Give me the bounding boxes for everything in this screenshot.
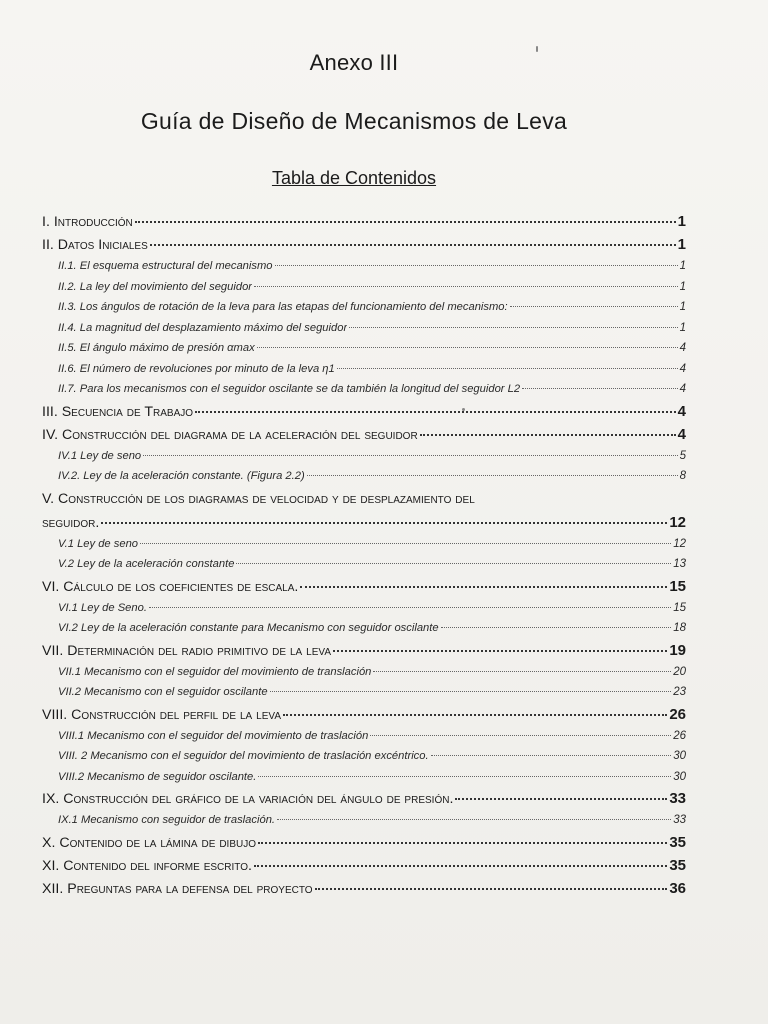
toc-entry [42,810,686,831]
toc-entry-page: 1 [679,321,686,334]
toc-entry [42,318,686,339]
toc-entry [42,534,686,555]
dot-leader [150,244,676,246]
toc-entry [42,598,686,619]
toc-entry-page: 15 [669,577,686,595]
toc-entry-title: III. Secuencia de Trabajo [42,403,194,420]
toc-entry-page: 35 [669,856,686,874]
dot-leader [315,888,668,890]
toc-entry [42,662,686,683]
toc-entry-page: 1 [677,236,686,253]
toc-entry-title: II. Datos Iniciales [42,237,148,253]
toc-entry-page: 1 [679,260,686,272]
toc-entry-page: 13 [673,558,686,570]
toc-entry [42,359,686,380]
toc-entry-page: 18 [673,622,686,634]
toc-entry [42,618,686,639]
toc-entry [42,575,686,598]
toc-entry-title: seguidor. [42,514,100,531]
dot-leader [522,388,678,389]
toc-entry [42,466,686,487]
toc-entry-title: VI.1 Ley de Seno. [58,601,147,614]
dot-leader [254,865,667,867]
toc-entry-page: 4 [679,362,686,375]
dot-leader [420,434,676,436]
toc-entry-page: 26 [669,705,686,723]
toc-heading: Tabla de Contenidos [271,168,437,188]
toc-entry-title: IV. Construcción del diagrama de la aceleración del seguidor [42,426,418,443]
dot-leader [510,306,678,307]
toc-entry-page: 33 [669,790,686,807]
toc-entry [42,446,686,467]
toc-entry [42,854,686,877]
toc-entry-title: II.6. El número de revoluciones por minuto de la leva η1 [58,362,335,375]
table-of-contents [42,210,686,900]
toc-entry-page: 4 [679,383,686,395]
toc-entry-page: 12 [669,513,686,531]
toc-entry-page: 35 [669,833,686,851]
dot-leader [275,265,678,266]
toc-entry [42,787,686,810]
toc-entry-title: II.2. La ley del movimiento del seguidor [58,280,253,293]
dot-leader [258,776,671,777]
toc-entry-page: 8 [679,470,686,482]
toc-entry-title: IX.1 Mecanismo con seguidor de traslación. [58,814,276,826]
paper-speck [536,46,538,52]
toc-entry-title: VI.2 Ley de la aceleración constante para Mecanismo con seguidor oscilante [58,622,439,634]
toc-entry [42,338,686,359]
dot-leader [283,714,667,716]
toc-entry [42,682,686,703]
toc-entry-title: II.7. Para los mecanismos con el seguidor oscilante se da también la longitud del seguidor L2 [58,383,521,395]
toc-entry-title: VIII.2 Mecanismo de seguidor oscilante. [58,770,257,783]
dot-leader [441,627,672,628]
dot-leader [370,735,671,736]
dot-leader [337,368,678,369]
toc-entry-page: 23 [673,686,686,698]
toc-entry [42,400,686,423]
annex-heading: Anexo III [309,50,399,75]
toc-entry-page: 12 [673,537,686,550]
toc-entry [42,233,686,256]
dot-leader [257,347,678,348]
toc-entry-page: 4 [679,342,686,354]
toc-entry-page: 33 [673,814,686,826]
dot-leader [270,691,672,692]
dot-leader [135,221,676,223]
dot-leader [254,286,678,287]
toc-entry-page: 26 [673,729,686,742]
toc-entry-title: V. Construcción de los diagramas de velocidad y de desplazamiento del [42,490,475,507]
toc-entry [42,703,686,726]
toc-entry-title: I. Introducción [42,214,133,230]
toc-entry-page: 5 [679,449,686,462]
toc-entry-title: XI. Contenido del informe escrito. [42,857,252,874]
toc-entry [42,277,686,298]
toc-entry-title: VIII. Construcción del perfil de la leva [42,706,281,723]
dot-leader [349,327,677,328]
toc-entry-page: 1 [679,301,686,313]
toc-entry-page: 1 [677,213,686,230]
dot-leader [431,755,672,756]
toc-entry-title: X. Contenido de la lámina de dibujo [42,834,256,851]
dot-leader [149,607,671,608]
toc-entry-title: XII. Preguntas para la defensa del proyecto [42,880,313,897]
toc-entry-page: 30 [673,770,686,783]
toc-entry [42,379,686,400]
toc-entry-title: IV.2. Ley de la aceleración constante. (Figura 2.2) [58,470,305,482]
dot-leader [300,586,667,588]
toc-entry-page: 30 [673,750,686,762]
toc-entry-title: II.1. El esquema estructural del mecanismo [58,260,273,272]
dot-leader [140,543,671,544]
toc-entry-title: II.4. La magnitud del desplazamiento máximo del seguidor [58,321,348,334]
toc-entry [42,831,686,854]
toc-entry-title: II.3. Los ángulos de rotación de la leva para las etapas del funcionamiento del mecanismo: [58,301,508,313]
toc-entry-title: V.2 Ley de la aceleración constante [58,558,235,570]
dot-leader [101,522,667,524]
toc-entry-title: VII.1 Mecanismo con el seguidor del movimiento de translación [58,665,372,678]
dot-leader [307,475,678,476]
toc-entry-title: VI. Cálculo de los coeficientes de escala. [42,578,299,595]
toc-entry-title: V.1 Ley de seno [58,537,139,550]
dot-leader [258,842,667,844]
toc-entry [42,256,686,277]
toc-entry-page: 1 [679,280,686,293]
toc-entry-title: VIII.1 Mecanismo con el seguidor del movimiento de traslación [58,729,369,742]
toc-entry [42,423,686,446]
toc-entry [42,877,686,900]
toc-entry [42,511,686,534]
toc-entry-page: 36 [669,879,686,897]
dot-leader [373,671,671,672]
toc-entry [42,767,686,788]
toc-entry [42,639,686,662]
toc-entry [42,726,686,747]
dot-leader [277,819,671,820]
toc-entry [42,487,686,511]
toc-entry-title: VIII. 2 Mecanismo con el seguidor del movimiento de traslación excéntrico. [58,750,429,762]
toc-entry-page: 4 [677,425,686,443]
toc-entry-page: 15 [673,601,686,614]
toc-entry [42,210,686,233]
dot-leader [333,650,667,652]
document-title: Guía de Diseño de Mecanismos de Leva [140,108,568,134]
dot-leader [236,563,671,564]
toc-entry-title: IV.1 Ley de seno [58,449,142,462]
dot-leader [195,411,676,413]
toc-entry [42,554,686,575]
toc-entry-title: VII. Determinación del radio primitivo de la leva [42,642,331,659]
toc-entry [42,746,686,767]
toc-entry-page: 4 [677,402,686,420]
toc-entry-title: II.5. El ángulo máximo de presión αmax [58,342,255,354]
toc-entry [42,297,686,318]
dot-leader [143,455,677,456]
paper-speck [462,408,465,411]
toc-entry-page: 19 [669,641,686,659]
toc-entry-title: VII.2 Mecanismo con el seguidor oscilante [58,686,268,698]
toc-entry-title: IX. Construcción del gráfico de la variación del ángulo de presión. [42,791,454,807]
dot-leader [455,798,667,800]
toc-entry-page: 20 [673,665,686,678]
